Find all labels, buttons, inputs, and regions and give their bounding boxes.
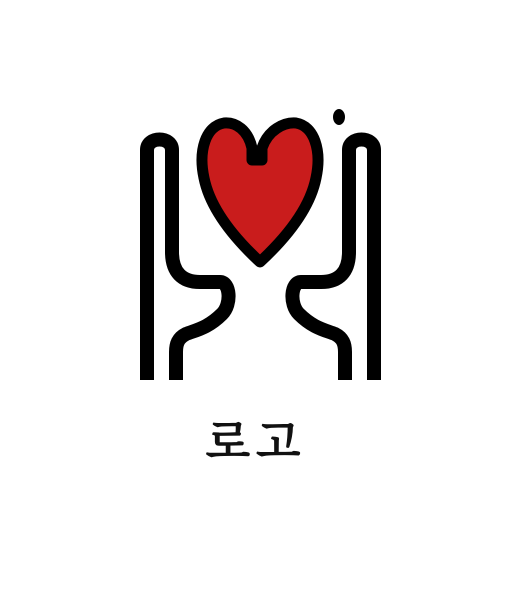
heart-icon (202, 123, 318, 262)
logo-caption: 로고 (205, 415, 307, 469)
dot-icon (333, 109, 345, 125)
